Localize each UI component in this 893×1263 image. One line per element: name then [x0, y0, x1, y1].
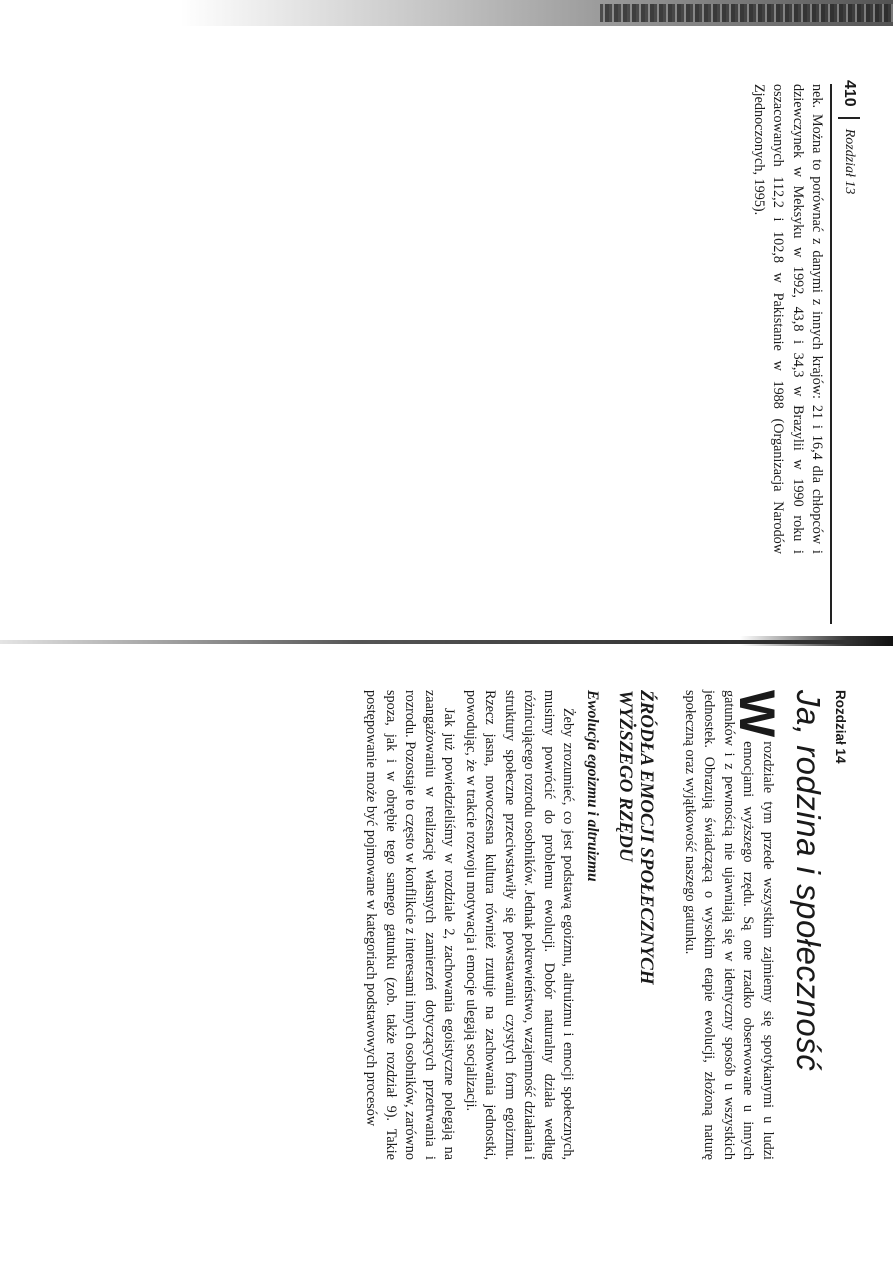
- running-head-chapter: Rozdział 13: [842, 128, 857, 195]
- body-paragraph: Jak już powiedzieliśmy w rozdziale 2, zachowania egoistyczne polegają na zaangażowaniu w realizację własnych zamierzeń dotyczących przetrwania i rozrodu. Pozostaje to często w konflikcie z interesami innych osobników, zarówno spoza, jak i w obrębie tego samego gatunku (zob. także rozdział 9). Takie postępowanie może być pojmowane w kategoriach podstawowych procesów: [363, 690, 458, 1160]
- chapter-intro: [680, 690, 785, 1160]
- body-paragraph: Żeby zrozumieć, co jest podstawą egoizmu, altruizmu i emocji społecznych, musimy powrócić do problemu ewolucji. Dobór naturalny działa według różnicującego rozrodu osobników. Jednak pokrewieństwo, wzajemność działania i struktury społeczne przeciwstawiły się powstawaniu czystych form egoizmu. Rzecz jasna, nowoczesna kultura również rzutuje na zachowania jednostki, powodując, że w trakcie rozwoju motywacja i emocje ulegają socjalizacji.: [463, 690, 577, 1160]
- footnote-text: nek. Można to porównać z danymi z innych krajów: 21 i 16,4 dla chłopców i dziewczynek w Meksyku w 1992, 43,8 i 34,3 w Brazylii w 1990 roku i oszacowanych 112,2 i 102,8 w Pakistanie w 1988 (Organizacja Narodów Zjednoczonych, 1995).: [751, 84, 826, 554]
- section-heading: ŹRÓDŁA EMOCJI SPOŁECZNYCH WYŻSZEGO RZĘDU: [615, 690, 658, 985]
- chapter-page: [128, 690, 848, 1160]
- subsection-heading: Ewolucja egoizmu i altruizmu: [584, 690, 602, 882]
- page-fold-shadow: [740, 636, 893, 646]
- drop-cap: W: [729, 690, 785, 738]
- running-head-rule: [831, 84, 833, 624]
- chapter-intro-text: rozdziale tym przede wszystkim zajmiemy się spotykanymi u ludzi emocjami wyższego rzędu. Są one rzadko obserwowane u innych gatunków i z pewnością nie ujawniają się w identyczny sposób u wszystkich jednostek. Obrazują świadczącą o wysokim etapie ewolucji, złożoną naturę społeczną oraz wyjątkowość naszego gatunku.: [682, 690, 776, 1160]
- running-head: [838, 80, 860, 620]
- running-head-divider: [838, 117, 860, 119]
- chapter-label: Rozdział 14: [833, 690, 848, 764]
- scan-edge-noise: [600, 4, 893, 22]
- page-number: 410: [841, 80, 858, 107]
- chapter-title: Ja, rodzina i społeczność: [790, 690, 827, 1072]
- previous-page: [720, 80, 860, 620]
